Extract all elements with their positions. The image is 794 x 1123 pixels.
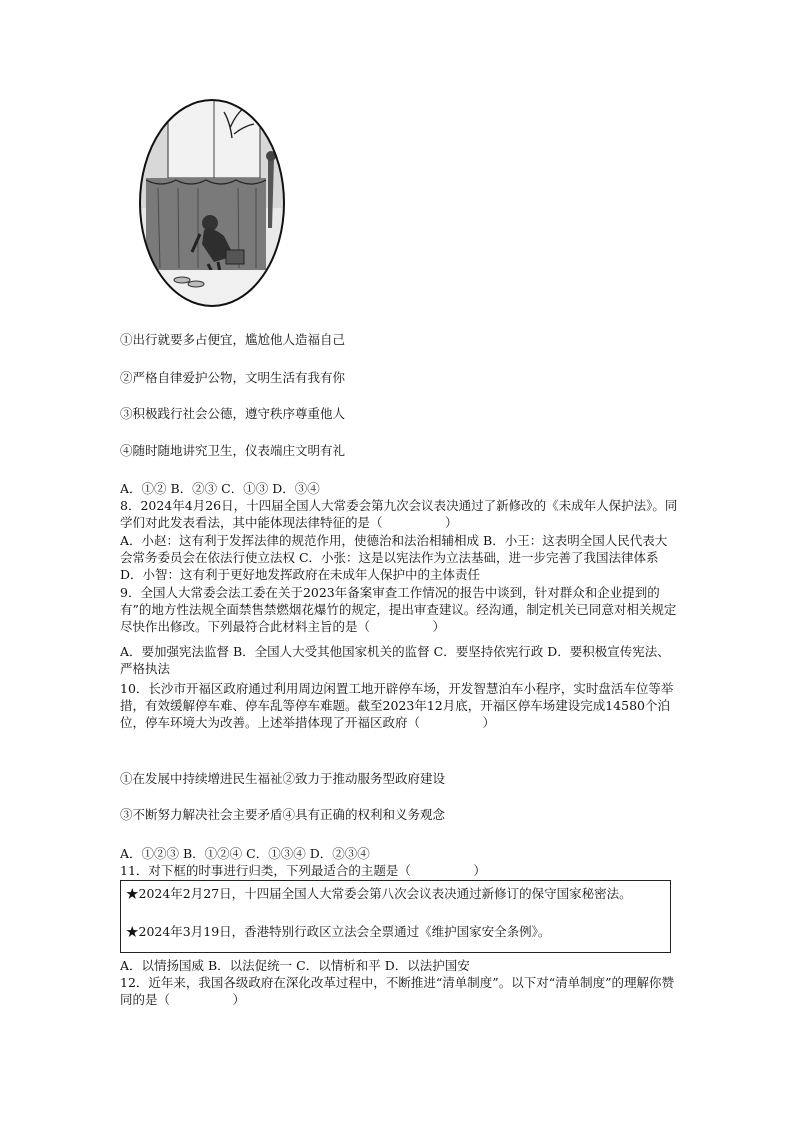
- q7-statement-2: ②严格自律爱护公物，文明生活有我有你: [120, 370, 346, 385]
- q11-stem: 11．对下框的时事进行归类，下列最适合的主题是（ ）: [120, 863, 486, 878]
- q10-stem: 10．长沙市开福区政府通过利用周边闲置工地开辟停车场，开发智慧泊车小程序，实时盘活车位等举措，有效缓解停车难、停车乱等停车难题。截至2023年12月底，开福区停车场建设完成14580个泊位，停车环境大为改善。上述举措体现了开福区政府（ ）: [120, 681, 674, 730]
- q7-statement-3: ③积极践行社会公德，遵守秩序尊重他人: [120, 406, 346, 421]
- q7-statement-4: ④随时随地讲究卫生，仪表端庄文明有礼: [120, 443, 346, 458]
- q11-news-box: [120, 880, 671, 953]
- q11-news-item-1: ★2024年2月27日，十四届全国人大常委会第八次会议表决通过新修订的保守国家秘密法。: [126, 886, 632, 901]
- q12-stem: 12．近年来，我国各级政府在深化改革过程中，不断推进“清单制度”。以下对“清单制度”的理解你赞同的是（ ）: [120, 975, 674, 1007]
- q7-options: A．①② B．②③ C．①③ D．③④: [120, 481, 320, 496]
- q8-stem: 8．2024年4月26日，十四届全国人大常委会第九次会议表决通过了新修改的《未成年人保护法》。同学们对此发表看法，其中能体现法律特征的是（ ）: [120, 498, 678, 530]
- q11-options: A．以情扬国威 B．以法促统一 C．以情析和平 D．以法护国安: [120, 958, 470, 973]
- q10-statement-2: ③不断努力解决社会主要矛盾④具有正确的权利和义务观念: [120, 807, 446, 822]
- q10-statement-1: ①在发展中持续增进民生福祉②致力于推动服务型政府建设: [120, 771, 446, 786]
- q9-options: A．要加强宪法监督 B．全国人大受其他国家机关的监督 C．要坚持依宪行政 D．要积极宣传宪法、严格执法: [120, 644, 670, 676]
- q10-options: A．①②③ B．①②④ C．①③④ D．②③④: [120, 846, 370, 861]
- q8-options: A．小赵：这有利于发挥法律的规范作用，使德治和法治相辅相成 B．小王：这表明全国人民代表大会常务委员会在依法行使立法权 C．小张：这是以宪法作为立法基础，进一步完善了我国法律体系 D．小智：这有利于更好地发挥政府在未成年人保护中的主体责任: [120, 533, 668, 582]
- q7-statement-1: ①出行就要多占便宜，尴尬他人造福自己: [120, 332, 346, 347]
- q9-stem: 9．全国人大常委会法工委在关于2023年备案审查工作情况的报告中谈到，针对群众和企业提到的有”的地方性法规全面禁售禁燃烟花爆竹的规定，提出审查建议。经沟通，制定机关已同意对相关规定尽快作出修改。下列最符合此材料主旨的是（ ）: [120, 585, 677, 634]
- q11-news-item-2: ★2024年3月19日，香港特别行政区立法会全票通过《维护国家安全条例》。: [126, 924, 551, 939]
- man-at-curtain-illustration: [138, 98, 286, 308]
